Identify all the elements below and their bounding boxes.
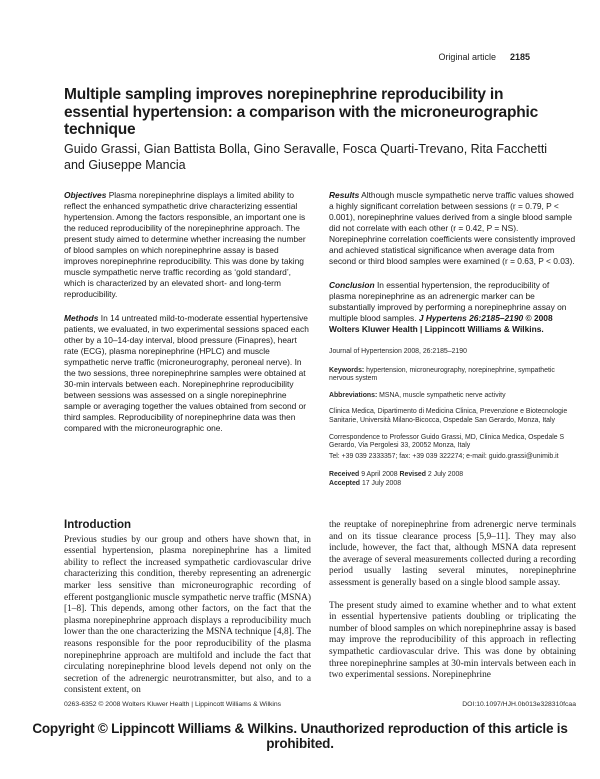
body-text [64, 520, 576, 708]
revised-date: 2 July 2008 [427, 471, 464, 479]
conclusion-citation: J Hypertens 26:2185–2190 [418, 313, 524, 323]
intro-paragraph-1: Previous studies by our group and others have shown that, in essential hypertension, plasma norepinephrine has a limited ability to reflect the increased sympathetic cardiovascular drive characterizing this condition, thereby representing an adrenergic marker less sensitive than microneurographic recording of efferent postganglionic muscle sympathetic nerve traffic (MSNA) [1–8]. This depends, among other factors, on the fact that the plasma norepinephrine approach displays a reproducibility much lower than the one characterizing the MSNA technique [4,8]. The reasons responsible for the poor reproducibility of the plasma norepinephrine approach are multifold and include the fact that circulating norepinephrine blood levels depend not only on the secretion of the adrenergic neurotransmitter, but also, and to a consistent extent, on [64, 534, 311, 696]
abstract [64, 190, 576, 497]
received-line [329, 471, 576, 480]
abstract-conclusion [329, 280, 576, 335]
abstract-right-column [329, 190, 576, 497]
intro-paragraph-2: the reuptake of norepinephrine from adrenergic nerve terminals and on its tissue clearance process [5,9–11]. They may also include, however, the fact that, although MSNA data represent the average of several measurements collected during a recording period usually lasting several minutes, norepinephrine assessment is generally based on a single blood sample assay. [329, 520, 576, 588]
author-list: Guido Grassi, Gian Battista Bolla, Gino Seravalle, Fosca Quarti-Trevano, Rita Facchetti and Giuseppe Mancia [64, 142, 548, 172]
body-right-column [329, 520, 576, 708]
results-label: Results [329, 190, 360, 200]
methods-label: Methods [64, 313, 99, 323]
results-text: Although muscle sympathetic nerve traffic values showed a highly significant correlation between sessions (r = 0.79, P < 0.001), norepinephrine values derived from a single blood sample did not correlate with each other (r = 0.42, P = NS). Norepinephrine correlation coefficients were consistently improved and achieved statistical significance when average data from second or third blood samples were examined (r = 0.63, P < 0.03). [329, 190, 576, 266]
intro-paragraph-3: The present study aimed to examine whether and to what extent in essential hypertensive patients doubling or triplicating the number of blood samples on which norepinephrine assay is based may improve the reproducibility of this approach in reflecting sympathetic cardiovascular drive. This was done by obtaining three norepinephrine samples at 30-min intervals between each in two experimental sessions. Norepinephrine [329, 600, 576, 681]
objectives-text: Plasma norepinephrine displays a limited ability to reflect the enhanced sympathetic drive characterizing essential hypertension. Among the factors responsible, an important one is the reduced reproducibility of the norepinephrine approach. The present study aimed to determine whether increasing the number of blood samples on which norepinephrine assay is based improves norepinephrine reproducibility. This was done by taking muscle sympathetic nerve traffic recording as ‘gold standard’, which is characterized by an elevated short- and long-term reproducibility. [64, 190, 306, 299]
accepted-label: Accepted [329, 479, 361, 487]
abstract-results [329, 190, 576, 267]
correspondence: Correspondence to Professor Guido Grassi, MD, Clinica Medica, Ospedale S Gerardo, Via Pergolesi 33, 20052 Monza, Italy [329, 433, 565, 450]
accepted-line [329, 480, 576, 489]
abbreviations-line [329, 392, 576, 401]
affiliation: Clinica Medica, Dipartimento di Medicina Clinica, Prevenzione e Biotecnologie Sanitarie, Università Milano-Bicocca, Ospedale San Gerardo, Monza, Italy [329, 408, 568, 424]
body-left-column [64, 520, 311, 708]
revised-label: Revised [399, 471, 426, 479]
copyright-banner: Copyright © Lippincott Williams & Wilkins. Unauthorized reproduction of this article is prohibited. [32, 721, 568, 751]
accepted-date: 17 July 2008 [361, 479, 402, 487]
doi-line: DOI:10.1097/HJH.0b013e328310fcaa [462, 701, 576, 708]
article-metadata [329, 348, 576, 489]
conclusion-text: In essential hypertension, the reproducibility of plasma norepinephrine as an adrenergic marker can be substantially improved by performing a norepinephrine assay on multiple blood samples. [329, 280, 567, 323]
objectives-label: Objectives [64, 190, 107, 200]
issn-copyright-line: 0263-6352 © 2008 Wolters Kluwer Health | Lippincott Williams & Wilkins [64, 701, 282, 708]
page-footer [64, 701, 576, 708]
received-label: Received [329, 471, 360, 479]
contact-line: Tel: +39 039 2333357; fax: +39 039 322274; e-mail: guido.grassi@unimib.it [329, 452, 559, 460]
keywords-text: hypertension, microneurography, norepinephrine, sympathetic nervous system [329, 366, 555, 383]
journal-citation-line: Journal of Hypertension 2008, 26:2185–2190 [329, 348, 467, 355]
abstract-objectives [64, 190, 311, 300]
page-number: 2185 [509, 52, 530, 62]
running-head [438, 52, 530, 62]
abbreviations-label: Abbreviations: [329, 391, 378, 399]
received-date: 9 April 2008 [361, 471, 398, 479]
methods-text: In 14 untreated mild-to-moderate essential hypertensive patients, we evaluated, in two experimental sessions spaced each other by a 10–14-day interval, blood pressure (Finapres), heart rate (ECG), plasma norepinephrine (HPLC) and muscle sympathetic nerve traffic (microneurography, peroneal nerve). In the two sessions, three norepinephrine samples were obtained at 30-min intervals between each. Norepinephrine reproducibility between sessions was assessed on a single norepinephrine sample or averaging together the values obtained from second or third samples. Reproducibility of norepinephrine data was then compared with the microneurographic one. [64, 313, 309, 433]
running-head-label: Original article [438, 52, 496, 62]
conclusion-copyright: © 2008 Wolters Kluwer Health | Lippincott Williams & Wilkins. [329, 313, 553, 334]
abstract-methods [64, 313, 311, 434]
conclusion-label: Conclusion [329, 280, 375, 290]
section-heading-introduction: Introduction [64, 519, 132, 531]
keywords-line [329, 367, 576, 384]
article-title: Multiple sampling improves norepinephrine reproducibility in essential hypertension: a comparison with the microneurographic technique [64, 86, 539, 138]
abbreviations-text: MSNA, muscle sympathetic nerve activity [379, 391, 506, 399]
keywords-label: Keywords: [329, 366, 365, 374]
abstract-left-column [64, 190, 311, 497]
